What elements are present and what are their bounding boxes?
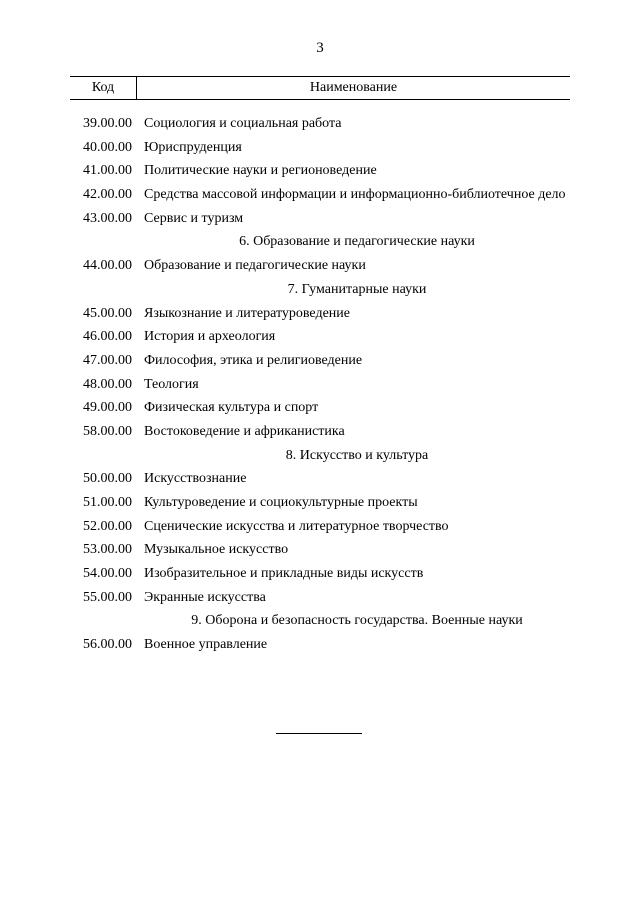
row-code: 42.00.00 [83,187,132,203]
row-name: Военное управление [144,637,268,653]
table-row [70,183,570,207]
column-header-code: Код [91,80,115,95]
row-code: 51.00.00 [83,495,132,510]
row-name: Изобразительное и прикладные виды искусств [144,566,424,582]
row-name: Сценические искусства и литературное творчество [144,518,449,534]
table-row [70,302,570,326]
row-code: 46.00.00 [83,329,132,345]
row-code: 50.00.00 [83,471,132,487]
table-row [70,467,570,491]
row-code: 48.00.00 [83,376,132,392]
table-row [70,325,570,349]
row-code: 45.00.00 [83,305,132,321]
row-code: 52.00.00 [83,518,132,534]
row-code: 47.00.00 [83,352,132,368]
table-row [70,112,570,136]
row-code: 58.00.00 [83,423,132,439]
table-row [70,349,570,373]
table-row [70,207,570,231]
table-row [70,562,570,586]
row-name: Музыкальное искусство [144,542,289,558]
row-code: 41.00.00 [83,163,132,179]
row-name: Языкознание и литературоведение [144,305,350,321]
row-name: Юриспруденция [144,139,242,155]
row-name: Экранные искусства [144,589,266,605]
column-header-name: Наименование [309,80,398,95]
table-row [70,159,570,183]
row-code: 40.00.00 [83,139,132,155]
table-row [70,420,570,444]
table-row [70,633,570,657]
page-number: 3 [316,40,324,56]
row-code: 43.00.00 [83,210,132,226]
table-row [70,538,570,562]
row-name: Политические науки и регионоведение [144,163,377,179]
row-name: Искусствознание [144,471,247,487]
end-of-document-line [276,733,362,734]
row-code: 53.00.00 [83,542,132,558]
table-row [70,396,570,420]
row-name: Средства массовой информации и информационно-библиотечное дело [144,187,566,203]
row-code: 49.00.00 [83,400,132,416]
row-code: 39.00.00 [83,116,132,131]
row-name: Сервис и туризм [144,210,244,226]
table-row [70,254,570,278]
table-row [70,491,570,515]
row-code: 55.00.00 [83,589,132,605]
row-name: Востоковедение и африканистика [144,423,345,439]
row-code: 56.00.00 [83,637,132,653]
row-name: История и археология [144,329,276,345]
table-row [70,586,570,610]
table-row [70,373,570,397]
table-header [70,76,570,100]
row-name: Образование и педагогические науки [144,258,366,274]
row-code: 54.00.00 [83,566,132,582]
row-name: Социология и социальная работа [144,116,342,131]
row-name: Философия, этика и религиоведение [144,352,363,368]
section-heading: 8. Искусство и культура [285,447,429,463]
row-name: Культуроведение и социокультурные проекты [144,495,418,510]
section-heading: 9. Оборона и безопасность государства. Военные науки [191,613,523,629]
row-code: 44.00.00 [83,258,132,274]
table-row [70,515,570,539]
table-row [70,136,570,160]
table-body [70,112,570,657]
section-heading: 7. Гуманитарные науки [287,281,427,297]
section-heading: 6. Образование и педагогические науки [239,234,475,250]
row-name: Теология [144,376,199,392]
row-name: Физическая культура и спорт [144,400,319,416]
